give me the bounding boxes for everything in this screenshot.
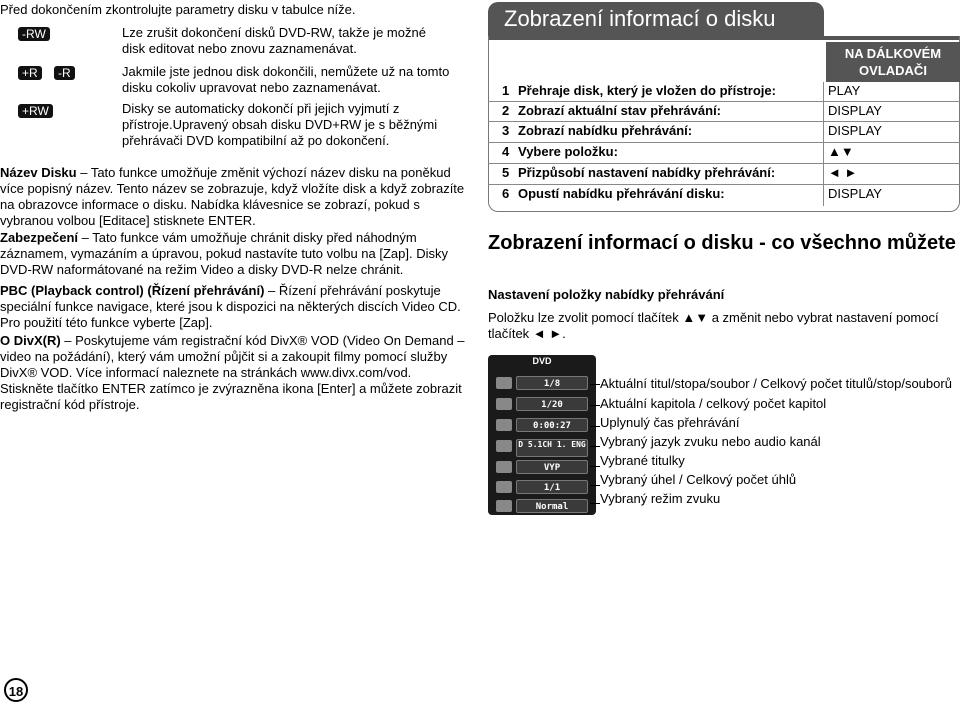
intro-text: Před dokončením zkontrolujte parametry disku v tabulce níže. <box>0 2 356 17</box>
step-desc: Přehraje disk, který je vložen do přístroje: <box>518 83 776 98</box>
step-key: DISPLAY <box>828 103 882 118</box>
step-key: ◄ ► <box>828 165 858 180</box>
step-key: DISPLAY <box>828 186 882 201</box>
legend-item: Vybrané titulky <box>600 453 685 468</box>
leader-line <box>590 384 600 385</box>
text: – Tato funkce umožňuje změnit výchozí název disku na poněkud více popisný název. Tento název se zobrazuje, když vložíte disk a když zobrazíte na obrazovce informace o disku. Nabídka klávesnice se zobrazí, pokud s vybranou volbou [Editace] stisknete ENTER. <box>0 165 465 228</box>
subtitle-icon <box>496 461 512 473</box>
tag-minus-rw: -RW <box>18 27 50 41</box>
legend-item: Uplynulý čas přehrávání <box>600 415 740 430</box>
box-title: Zobrazení informací o disku <box>488 2 824 36</box>
audio-icon <box>496 440 512 452</box>
tag-plus-r: +R <box>18 66 42 80</box>
text: – Řízení přehrávání poskytuje speciální funkce navigace, které jsou k dispozici na některých discích Video CD. Pro použití této funkce vyberte [Zap]. <box>0 283 461 330</box>
leader-line <box>590 485 600 486</box>
leader-line <box>590 426 600 427</box>
step-desc: Zobrazí nabídku přehrávání: <box>518 123 693 138</box>
step-desc: Opustí nabídku přehrávání disku: <box>518 186 725 201</box>
term: Název Disku <box>0 165 77 180</box>
step-key: ▲▼ <box>828 144 854 159</box>
leader-line <box>590 446 600 447</box>
clock-icon <box>496 419 512 431</box>
step-row <box>488 163 960 183</box>
step-number: 4 <box>502 144 510 159</box>
step-number: 3 <box>502 123 510 138</box>
legend-item: Aktuální titul/stopa/soubor / Celkový počet titulů/stop/souborů <box>600 376 952 391</box>
paragraph-disc-name <box>0 165 472 229</box>
tag-plus-rw: +RW <box>18 104 53 118</box>
legend-item: Aktuální kapitola / celkový počet kapitol <box>600 396 827 411</box>
step-desc: Zobrazí aktuální stav přehrávání: <box>518 103 722 118</box>
leader-line <box>590 503 600 504</box>
sound-icon <box>496 500 512 512</box>
leader-line <box>590 405 600 406</box>
osd-bar: 0:00:27 <box>516 418 588 432</box>
chapter-icon <box>496 398 512 410</box>
section-body: Položku lze zvolit pomocí tlačítek ▲▼ a změnit nebo vybrat nastavení pomocí tlačítek ◄ ►. <box>488 310 939 341</box>
disc-item-text: Jakmile jste jednou disk dokončili, nemůžete už na tomto disku cokoliv upravovat nebo zaznamenávat. <box>122 64 450 95</box>
osd-top-label: DVD <box>532 356 552 366</box>
leader-line <box>590 466 600 467</box>
step-desc: Vybere položku: <box>518 144 618 159</box>
step-row <box>488 142 960 162</box>
step-desc: Přizpůsobí nastavení nabídky přehrávání: <box>518 165 776 180</box>
step-row <box>488 184 960 204</box>
tag-minus-r: -R <box>54 66 75 80</box>
step-row <box>488 121 960 141</box>
term: Zabezpečení <box>0 230 79 245</box>
step-row <box>488 81 960 101</box>
title-icon <box>496 377 512 389</box>
osd-bar: VYP <box>516 460 588 474</box>
section-heading: Zobrazení informací o disku - co všechno můžete <box>488 232 956 254</box>
osd-bar: Normal <box>516 499 588 513</box>
text: – Poskytujeme vám registrační kód DivX® VOD (Video On Demand – video na požádání), který vám umožní půjčit si a zakoupit filmy pomocí služby DivX® VOD. Více informací naleznete na stránkách www.divx.com/vod. Stiskněte tlačítko ENTER zatímco je zvýrazněna ikona [Enter] a můžete zobrazit registrační kód přístroje. <box>0 333 465 412</box>
osd-screen <box>488 355 596 515</box>
term: PBC (Playback control) (Řízení přehrávání) <box>0 283 265 298</box>
term: O DivX(R) <box>0 333 61 348</box>
osd-bar: 1/8 <box>516 376 588 390</box>
step-key: DISPLAY <box>828 123 882 138</box>
page-number: 18 <box>4 678 28 702</box>
paragraph-divx <box>0 333 465 413</box>
legend-item: Vybraný jazyk zvuku nebo audio kanál <box>600 434 821 449</box>
osd-bar: 1/20 <box>516 397 588 411</box>
osd-bar: 1/1 <box>516 480 588 494</box>
remote-header: NA DÁLKOVÉM OVLADAČI <box>826 42 960 82</box>
section-subheading: Nastavení položky nabídky přehrávání <box>488 287 725 302</box>
step-number: 1 <box>502 83 510 98</box>
text: – Tato funkce vám umožňuje chránit disky před náhodným záznamem, vymazáním a úpravou, pokud nastavíte tuto volbu na [Zap]. Disky DVD-RW naformátované na režim Video a disky DVD-R nelze chránit. <box>0 230 448 277</box>
step-row <box>488 101 960 121</box>
legend-item: Vybraný režim zvuku <box>600 491 721 506</box>
step-number: 6 <box>502 186 510 201</box>
osd-bar: D 5.1CH 1. ENG <box>516 439 588 457</box>
legend-item: Vybraný úhel / Celkový počet úhlů <box>600 472 797 487</box>
step-number: 2 <box>502 103 510 118</box>
disc-item-text: Lze zrušit dokončení disků DVD-RW, takže je možné disk editovat nebo znovu zaznamenávat. <box>122 25 426 56</box>
disc-item-text: Disky se automaticky dokončí při jejich vyjmutí z přístroje.Upravený obsah disku DVD+RW je s běžnými přehrávači DVD kompatibilní až po dokončení. <box>122 101 438 148</box>
paragraph-protection <box>0 230 472 278</box>
paragraph-pbc <box>0 283 472 331</box>
angle-icon <box>496 481 512 493</box>
step-number: 5 <box>502 165 510 180</box>
step-key: PLAY <box>828 83 861 98</box>
